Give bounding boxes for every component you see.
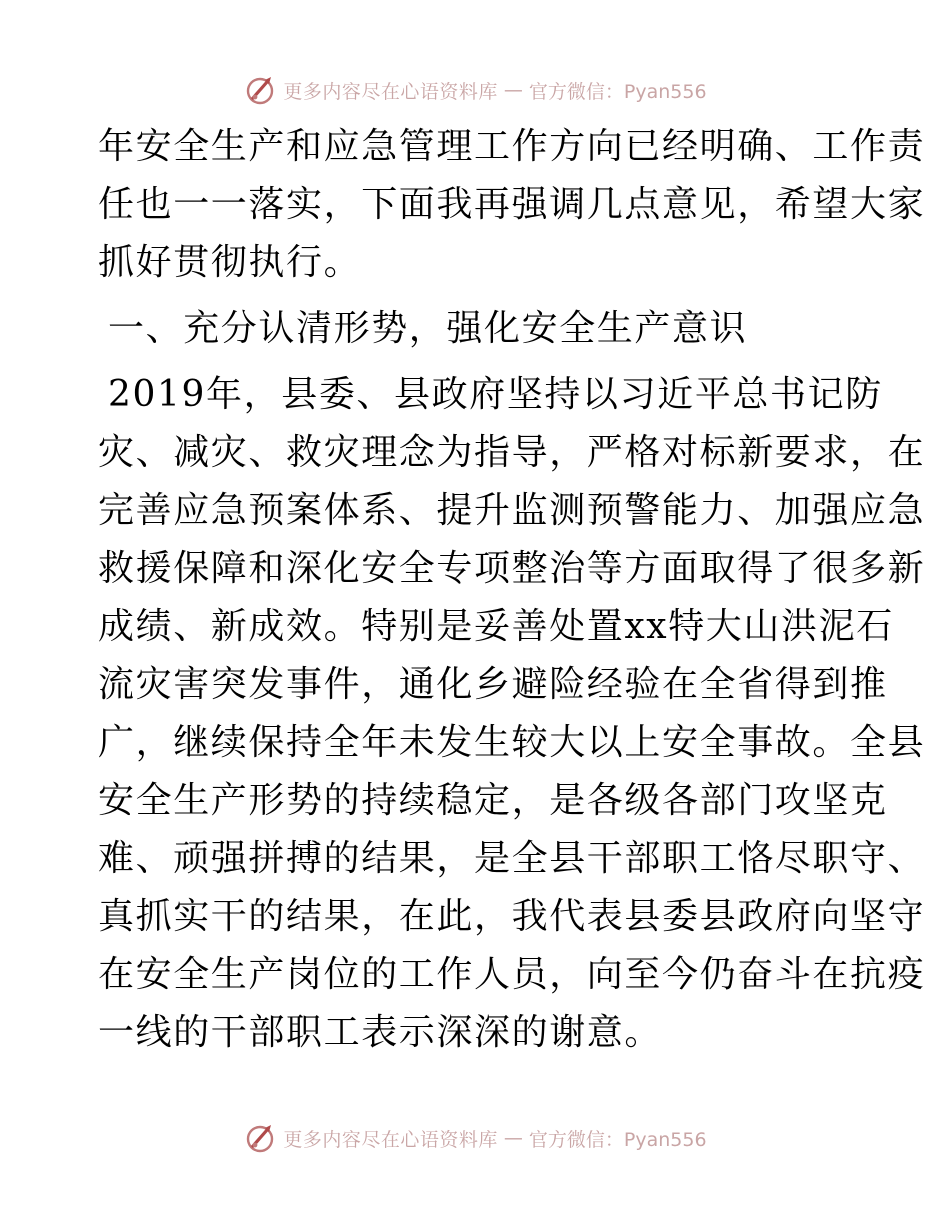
text-line: 灾、减灾、救灾理念为指导，严格对标新要求，在 — [98, 432, 926, 473]
text-line: 一线的干部职工表示深深的谢意。 — [98, 1012, 663, 1053]
text-line: 真抓实干的结果，在此，我代表县委县政府向坚守 — [98, 896, 926, 937]
watermark-text: 更多内容尽在心语资料库 — [283, 1128, 498, 1151]
brush-logo-icon — [243, 73, 277, 107]
text-line: 救援保障和深化安全专项整治等方面取得了很多新 — [98, 548, 926, 589]
watermark-contact: 官方微信：Pyan556 — [528, 80, 707, 103]
text-line: 流灾害突发事件，通化乡避险经验在全省得到推 — [98, 664, 888, 705]
text-line: 广，继续保持全年未发生较大以上安全事故。全县 — [98, 722, 926, 763]
text-line: 难、顽强拼搏的结果，是全县干部职工恪尽职守、 — [98, 838, 926, 879]
section-heading: 一、充分认清形势，强化安全生产意识 — [108, 308, 748, 349]
text-line: 安全生产形势的持续稳定，是各级各部门攻坚克 — [98, 780, 888, 821]
text-line: 在安全生产岗位的工作人员，向至今仍奋斗在抗疫 — [98, 954, 926, 995]
text-line: 成绩、新成效。特别是妥善处置xx特大山洪泥石 — [98, 606, 894, 647]
watermark-separator: — — [503, 79, 523, 101]
watermark-text: 更多内容尽在心语资料库 — [283, 80, 498, 103]
document-body — [98, 118, 926, 1062]
text-line: 2019年，县委、县政府坚持以习近平总书记防 — [108, 374, 883, 415]
brush-logo-icon — [243, 1121, 277, 1155]
text-line: 完善应急预案体系、提升监测预警能力、加强应急 — [98, 490, 926, 531]
text-line: 任也一一落实，下面我再强调几点意见，希望大家 — [98, 184, 926, 225]
text-line: 抓好贯彻执行。 — [98, 242, 362, 283]
watermark-separator: — — [503, 1127, 523, 1149]
watermark-contact: 官方微信：Pyan556 — [528, 1128, 707, 1151]
footer-watermark — [0, 1118, 950, 1158]
text-line: 年安全生产和应急管理工作方向已经明确、工作责 — [98, 126, 926, 167]
header-watermark — [0, 70, 950, 110]
